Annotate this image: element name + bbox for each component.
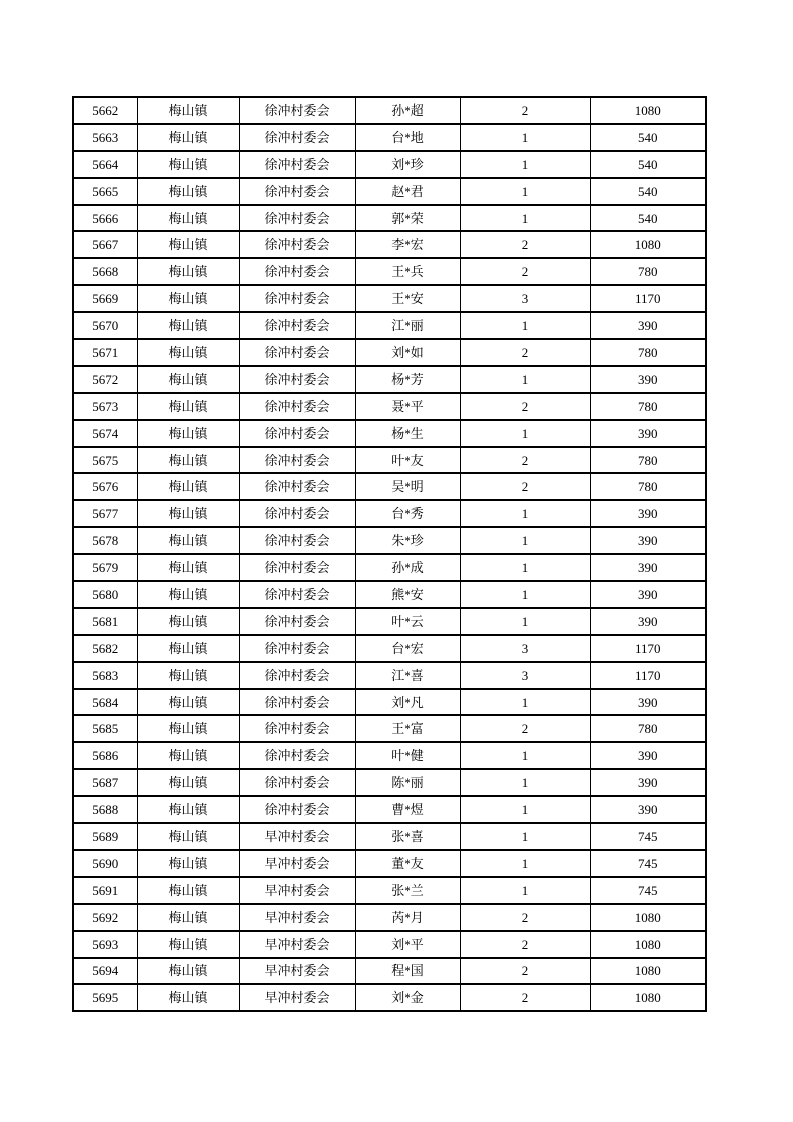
cell-count: 1 (460, 769, 590, 796)
cell-town: 梅山镇 (137, 581, 239, 608)
cell-serial-number: 5683 (73, 662, 137, 689)
cell-serial-number: 5666 (73, 205, 137, 232)
cell-town: 梅山镇 (137, 769, 239, 796)
cell-count: 2 (460, 715, 590, 742)
table-row (73, 581, 706, 608)
cell-count: 2 (460, 984, 590, 1011)
cell-person-name: 陈*丽 (355, 769, 460, 796)
cell-amount: 780 (590, 715, 706, 742)
cell-count: 3 (460, 635, 590, 662)
cell-count: 1 (460, 608, 590, 635)
cell-village-committee: 徐冲村委会 (239, 715, 355, 742)
cell-village-committee: 徐冲村委会 (239, 742, 355, 769)
cell-count: 2 (460, 393, 590, 420)
cell-serial-number: 5667 (73, 231, 137, 258)
cell-person-name: 王*兵 (355, 258, 460, 285)
cell-town: 梅山镇 (137, 312, 239, 339)
table-row (73, 823, 706, 850)
cell-amount: 1080 (590, 958, 706, 985)
cell-village-committee: 徐冲村委会 (239, 769, 355, 796)
cell-count: 2 (460, 97, 590, 124)
cell-town: 梅山镇 (137, 635, 239, 662)
cell-serial-number: 5681 (73, 608, 137, 635)
cell-village-committee: 徐冲村委会 (239, 662, 355, 689)
table-row (73, 312, 706, 339)
cell-amount: 540 (590, 151, 706, 178)
cell-count: 2 (460, 931, 590, 958)
cell-amount: 1170 (590, 285, 706, 312)
cell-person-name: 聂*平 (355, 393, 460, 420)
cell-serial-number: 5680 (73, 581, 137, 608)
cell-person-name: 李*宏 (355, 231, 460, 258)
cell-village-committee: 徐冲村委会 (239, 554, 355, 581)
cell-town: 梅山镇 (137, 231, 239, 258)
cell-town: 梅山镇 (137, 984, 239, 1011)
cell-village-committee: 徐冲村委会 (239, 527, 355, 554)
cell-count: 1 (460, 124, 590, 151)
table-row (73, 689, 706, 716)
cell-village-committee: 徐冲村委会 (239, 581, 355, 608)
cell-amount: 390 (590, 554, 706, 581)
cell-count: 1 (460, 420, 590, 447)
cell-serial-number: 5691 (73, 877, 137, 904)
cell-amount: 390 (590, 608, 706, 635)
cell-person-name: 江*喜 (355, 662, 460, 689)
cell-serial-number: 5675 (73, 447, 137, 474)
table-row (73, 958, 706, 985)
table-row (73, 662, 706, 689)
cell-amount: 780 (590, 339, 706, 366)
cell-serial-number: 5684 (73, 689, 137, 716)
cell-person-name: 叶*云 (355, 608, 460, 635)
table-row (73, 877, 706, 904)
cell-village-committee: 徐冲村委会 (239, 312, 355, 339)
table-row (73, 635, 706, 662)
cell-serial-number: 5668 (73, 258, 137, 285)
table-row (73, 500, 706, 527)
table-row (73, 608, 706, 635)
cell-town: 梅山镇 (137, 500, 239, 527)
cell-amount: 1080 (590, 97, 706, 124)
cell-amount: 780 (590, 473, 706, 500)
cell-serial-number: 5664 (73, 151, 137, 178)
table-row (73, 339, 706, 366)
cell-serial-number: 5674 (73, 420, 137, 447)
cell-village-committee: 徐冲村委会 (239, 500, 355, 527)
cell-village-committee: 徐冲村委会 (239, 339, 355, 366)
cell-town: 梅山镇 (137, 420, 239, 447)
cell-amount: 1080 (590, 904, 706, 931)
cell-town: 梅山镇 (137, 850, 239, 877)
cell-village-committee: 徐冲村委会 (239, 178, 355, 205)
cell-count: 1 (460, 366, 590, 393)
cell-count: 1 (460, 850, 590, 877)
cell-count: 1 (460, 205, 590, 232)
table-row (73, 420, 706, 447)
cell-town: 梅山镇 (137, 447, 239, 474)
cell-count: 1 (460, 312, 590, 339)
cell-serial-number: 5663 (73, 124, 137, 151)
cell-person-name: 刘*平 (355, 931, 460, 958)
table-row (73, 151, 706, 178)
cell-serial-number: 5677 (73, 500, 137, 527)
cell-count: 1 (460, 581, 590, 608)
cell-amount: 390 (590, 742, 706, 769)
cell-village-committee: 徐冲村委会 (239, 366, 355, 393)
cell-person-name: 叶*友 (355, 447, 460, 474)
cell-amount: 390 (590, 500, 706, 527)
table-row (73, 258, 706, 285)
cell-town: 梅山镇 (137, 473, 239, 500)
cell-town: 梅山镇 (137, 742, 239, 769)
cell-town: 梅山镇 (137, 554, 239, 581)
cell-person-name: 杨*芳 (355, 366, 460, 393)
cell-town: 梅山镇 (137, 715, 239, 742)
cell-count: 2 (460, 447, 590, 474)
cell-serial-number: 5669 (73, 285, 137, 312)
cell-count: 1 (460, 742, 590, 769)
cell-serial-number: 5689 (73, 823, 137, 850)
cell-town: 梅山镇 (137, 931, 239, 958)
cell-amount: 390 (590, 796, 706, 823)
cell-person-name: 江*丽 (355, 312, 460, 339)
cell-person-name: 台*秀 (355, 500, 460, 527)
cell-person-name: 孙*超 (355, 97, 460, 124)
cell-serial-number: 5682 (73, 635, 137, 662)
cell-serial-number: 5676 (73, 473, 137, 500)
cell-town: 梅山镇 (137, 97, 239, 124)
cell-serial-number: 5685 (73, 715, 137, 742)
cell-serial-number: 5670 (73, 312, 137, 339)
cell-town: 梅山镇 (137, 823, 239, 850)
cell-person-name: 芮*月 (355, 904, 460, 931)
table-row (73, 742, 706, 769)
cell-person-name: 刘*珍 (355, 151, 460, 178)
cell-town: 梅山镇 (137, 796, 239, 823)
cell-person-name: 刘*金 (355, 984, 460, 1011)
cell-amount: 745 (590, 823, 706, 850)
cell-amount: 540 (590, 124, 706, 151)
cell-count: 2 (460, 473, 590, 500)
cell-town: 梅山镇 (137, 608, 239, 635)
cell-serial-number: 5695 (73, 984, 137, 1011)
cell-town: 梅山镇 (137, 904, 239, 931)
table-row (73, 447, 706, 474)
cell-amount: 390 (590, 420, 706, 447)
cell-town: 梅山镇 (137, 258, 239, 285)
subsidy-table (72, 96, 707, 1012)
cell-count: 2 (460, 231, 590, 258)
cell-town: 梅山镇 (137, 689, 239, 716)
table-row (73, 904, 706, 931)
table-row (73, 796, 706, 823)
cell-person-name: 程*国 (355, 958, 460, 985)
cell-amount: 1080 (590, 931, 706, 958)
cell-town: 梅山镇 (137, 205, 239, 232)
cell-count: 2 (460, 339, 590, 366)
cell-village-committee: 徐冲村委会 (239, 635, 355, 662)
cell-amount: 745 (590, 850, 706, 877)
cell-town: 梅山镇 (137, 877, 239, 904)
cell-serial-number: 5673 (73, 393, 137, 420)
cell-count: 2 (460, 258, 590, 285)
cell-person-name: 台*宏 (355, 635, 460, 662)
cell-count: 1 (460, 178, 590, 205)
cell-town: 梅山镇 (137, 285, 239, 312)
cell-amount: 780 (590, 447, 706, 474)
cell-amount: 540 (590, 178, 706, 205)
cell-person-name: 熊*安 (355, 581, 460, 608)
table-row (73, 205, 706, 232)
cell-person-name: 张*兰 (355, 877, 460, 904)
cell-amount: 745 (590, 877, 706, 904)
table-row (73, 97, 706, 124)
cell-village-committee: 早冲村委会 (239, 931, 355, 958)
table-row (73, 366, 706, 393)
cell-town: 梅山镇 (137, 393, 239, 420)
cell-amount: 390 (590, 769, 706, 796)
cell-village-committee: 早冲村委会 (239, 877, 355, 904)
cell-person-name: 杨*生 (355, 420, 460, 447)
cell-town: 梅山镇 (137, 151, 239, 178)
cell-count: 1 (460, 689, 590, 716)
cell-amount: 1080 (590, 231, 706, 258)
table-row (73, 769, 706, 796)
cell-person-name: 刘*如 (355, 339, 460, 366)
cell-person-name: 吴*明 (355, 473, 460, 500)
cell-village-committee: 徐冲村委会 (239, 231, 355, 258)
cell-person-name: 郭*荣 (355, 205, 460, 232)
cell-serial-number: 5690 (73, 850, 137, 877)
cell-serial-number: 5694 (73, 958, 137, 985)
table-row (73, 554, 706, 581)
cell-amount: 390 (590, 366, 706, 393)
cell-village-committee: 徐冲村委会 (239, 124, 355, 151)
cell-village-committee: 早冲村委会 (239, 984, 355, 1011)
cell-count: 1 (460, 554, 590, 581)
cell-town: 梅山镇 (137, 339, 239, 366)
cell-village-committee: 徐冲村委会 (239, 151, 355, 178)
cell-serial-number: 5672 (73, 366, 137, 393)
cell-person-name: 张*喜 (355, 823, 460, 850)
cell-town: 梅山镇 (137, 527, 239, 554)
cell-village-committee: 早冲村委会 (239, 958, 355, 985)
cell-village-committee: 徐冲村委会 (239, 608, 355, 635)
table-row (73, 984, 706, 1011)
table-row (73, 124, 706, 151)
cell-town: 梅山镇 (137, 958, 239, 985)
table-row (73, 231, 706, 258)
table-row (73, 178, 706, 205)
table-row (73, 393, 706, 420)
cell-village-committee: 徐冲村委会 (239, 393, 355, 420)
cell-amount: 390 (590, 312, 706, 339)
cell-person-name: 董*友 (355, 850, 460, 877)
cell-amount: 780 (590, 258, 706, 285)
cell-village-committee: 徐冲村委会 (239, 258, 355, 285)
cell-person-name: 朱*珍 (355, 527, 460, 554)
table-body (73, 97, 706, 1011)
cell-town: 梅山镇 (137, 124, 239, 151)
cell-village-committee: 徐冲村委会 (239, 473, 355, 500)
cell-amount: 1170 (590, 662, 706, 689)
cell-count: 1 (460, 823, 590, 850)
cell-village-committee: 徐冲村委会 (239, 796, 355, 823)
cell-count: 1 (460, 151, 590, 178)
cell-serial-number: 5688 (73, 796, 137, 823)
cell-serial-number: 5693 (73, 931, 137, 958)
table-row (73, 850, 706, 877)
table-row (73, 715, 706, 742)
cell-count: 2 (460, 958, 590, 985)
cell-count: 2 (460, 904, 590, 931)
cell-count: 3 (460, 662, 590, 689)
cell-village-committee: 徐冲村委会 (239, 205, 355, 232)
cell-serial-number: 5692 (73, 904, 137, 931)
table-row (73, 931, 706, 958)
cell-serial-number: 5671 (73, 339, 137, 366)
table-row (73, 527, 706, 554)
cell-serial-number: 5686 (73, 742, 137, 769)
cell-person-name: 台*地 (355, 124, 460, 151)
cell-amount: 390 (590, 581, 706, 608)
cell-person-name: 刘*凡 (355, 689, 460, 716)
cell-village-committee: 徐冲村委会 (239, 420, 355, 447)
cell-serial-number: 5679 (73, 554, 137, 581)
cell-amount: 780 (590, 393, 706, 420)
cell-town: 梅山镇 (137, 178, 239, 205)
cell-serial-number: 5678 (73, 527, 137, 554)
cell-person-name: 曹*煜 (355, 796, 460, 823)
cell-village-committee: 早冲村委会 (239, 850, 355, 877)
cell-town: 梅山镇 (137, 366, 239, 393)
cell-person-name: 孙*成 (355, 554, 460, 581)
cell-person-name: 叶*健 (355, 742, 460, 769)
cell-amount: 1080 (590, 984, 706, 1011)
cell-count: 1 (460, 796, 590, 823)
cell-village-committee: 早冲村委会 (239, 823, 355, 850)
cell-person-name: 赵*君 (355, 178, 460, 205)
cell-amount: 390 (590, 689, 706, 716)
cell-village-committee: 徐冲村委会 (239, 285, 355, 312)
cell-person-name: 王*富 (355, 715, 460, 742)
cell-village-committee: 徐冲村委会 (239, 97, 355, 124)
cell-count: 1 (460, 877, 590, 904)
cell-serial-number: 5687 (73, 769, 137, 796)
cell-person-name: 王*安 (355, 285, 460, 312)
cell-amount: 1170 (590, 635, 706, 662)
cell-town: 梅山镇 (137, 662, 239, 689)
cell-amount: 540 (590, 205, 706, 232)
cell-village-committee: 早冲村委会 (239, 904, 355, 931)
cell-village-committee: 徐冲村委会 (239, 447, 355, 474)
table-row (73, 285, 706, 312)
cell-count: 3 (460, 285, 590, 312)
cell-count: 1 (460, 527, 590, 554)
cell-serial-number: 5662 (73, 97, 137, 124)
cell-village-committee: 徐冲村委会 (239, 689, 355, 716)
cell-amount: 390 (590, 527, 706, 554)
table-row (73, 473, 706, 500)
cell-serial-number: 5665 (73, 178, 137, 205)
cell-count: 1 (460, 500, 590, 527)
